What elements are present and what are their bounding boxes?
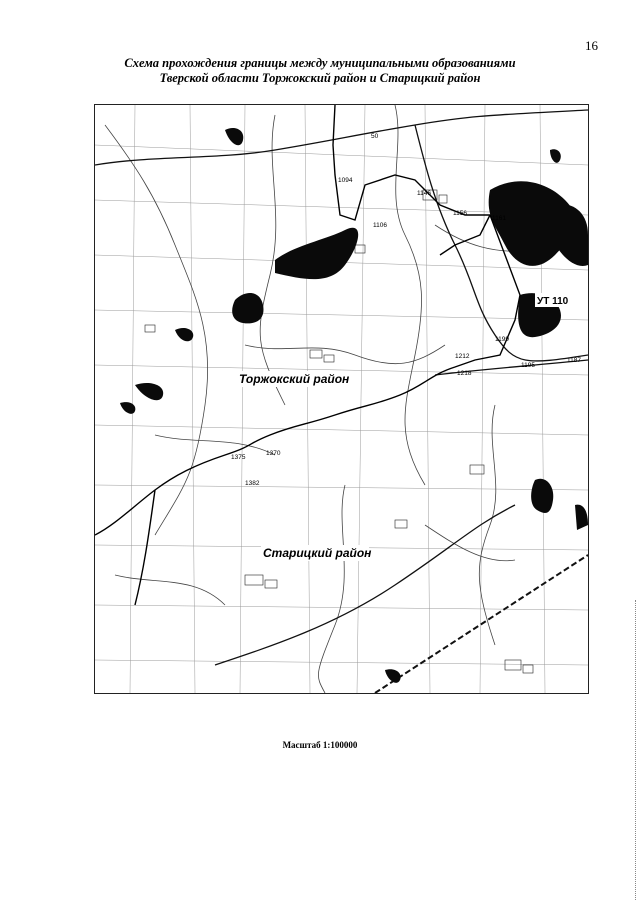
point-label: 1106	[373, 222, 387, 229]
point-label: 1212	[455, 353, 470, 360]
page-number: 16	[585, 38, 598, 53]
topographic-map	[94, 104, 589, 694]
region-label-staritsa: Старицкий район	[263, 546, 372, 560]
title-line-2: Тверской области Торжокский район и Старицкий район	[159, 71, 481, 85]
point-label: 1195	[521, 362, 535, 369]
point-label: 1187	[567, 357, 581, 364]
streams	[105, 105, 535, 693]
title-line-1: Схема прохождения границы между муниципальными образованиями	[124, 56, 516, 70]
road-label: УТ 110	[537, 296, 569, 307]
point-label: 1382	[245, 480, 260, 487]
railway	[375, 555, 588, 693]
point-label: 1218	[457, 370, 472, 377]
map-canvas	[95, 105, 588, 693]
point-label: 50	[371, 133, 379, 140]
road-label-ut110	[535, 293, 581, 307]
point-label: 1199	[495, 336, 509, 343]
forests	[120, 128, 588, 683]
point-label: 1375	[231, 454, 246, 461]
region-label-torzhok: Торжокский район	[239, 372, 350, 386]
point-label: 1161	[492, 215, 506, 222]
point-label: 1094	[338, 177, 353, 184]
region-labels	[237, 371, 372, 561]
point-label: 1370	[266, 450, 281, 457]
map-title	[0, 56, 640, 86]
map-scale: Масштаб 1:100000	[282, 740, 358, 750]
point-label: 1156	[453, 210, 467, 217]
point-label: 1146	[417, 190, 431, 197]
page-edge-mark	[631, 600, 636, 900]
